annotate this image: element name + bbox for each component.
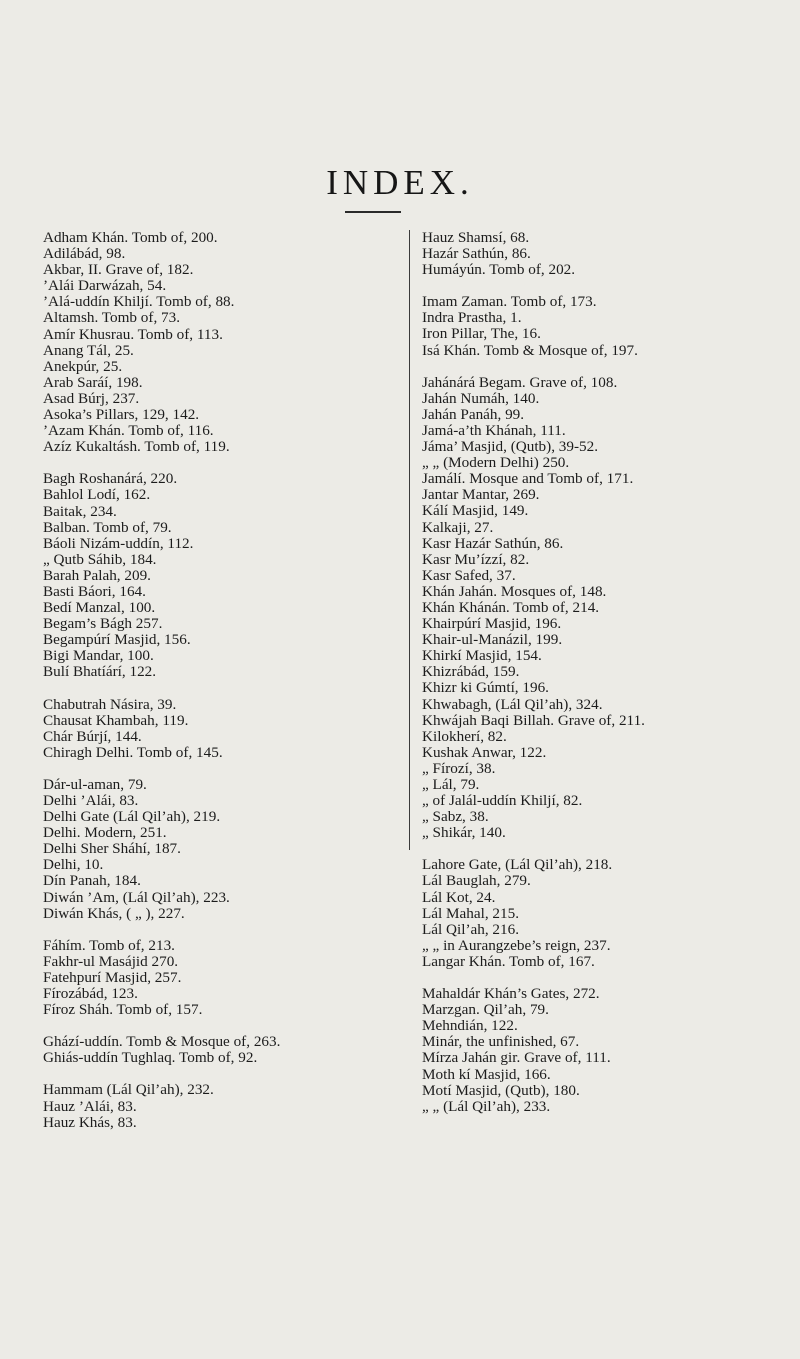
index-entry: Humáyún. Tomb of, 202.	[422, 261, 576, 279]
index-entry: Jamá-a’th Khánah, 111.	[422, 421, 566, 439]
index-entry: Chiragh Delhi. Tomb of, 145.	[43, 743, 223, 761]
index-entry: Fíroz Sháh. Tomb of, 157.	[43, 1001, 203, 1019]
index-entry: Hauz Shamsí, 68.	[422, 229, 530, 246]
index-entry: Baitak, 234.	[43, 502, 117, 520]
index-entry: „ Lál, 79.	[422, 776, 480, 793]
index-entry: Khwájah Baqi Billah. Grave of, 211.	[422, 711, 645, 729]
index-entry: Imam Zaman. Tomb of, 173.	[422, 293, 597, 311]
index-entry: Fakhr-ul Masájid 270.	[43, 952, 179, 970]
index-entry: Khizr ki Gúmtí, 196.	[422, 679, 549, 697]
index-group	[43, 697, 418, 761]
index-entry: Kilokherí, 82.	[422, 727, 507, 745]
index-entry: Fírozábád, 123.	[43, 985, 138, 1003]
index-entry: Bahlol Lodí, 162.	[43, 486, 151, 504]
index-group	[43, 471, 418, 680]
index-entry: Khair-ul-Manázil, 199.	[422, 631, 563, 649]
right-column	[422, 230, 797, 1131]
index-entry: Kalkaji, 27.	[422, 518, 494, 536]
left-column	[43, 230, 418, 1147]
index-entry: Jáma’ Masjid, (Qutb), 39-52.	[422, 438, 599, 456]
index-entry: ’Alá-uddín Khiljí. Tomb of, 88.	[43, 293, 235, 311]
index-entry: Delhi ’Alái, 83.	[43, 792, 139, 809]
index-entry: Mahaldár Khán’s Gates, 272.	[422, 985, 600, 1003]
index-entry: Anang Tál, 25.	[43, 341, 134, 359]
index-entry: Chár Búrjí, 144.	[43, 727, 142, 745]
index-entry: Marzgan. Qil’ah, 79.	[422, 1001, 549, 1019]
index-entry: Hazár Sathún, 86.	[422, 245, 531, 263]
index-group	[43, 777, 418, 922]
index-entry: „ Sabz, 38.	[422, 808, 489, 826]
index-entry: „ „ in Aurangzebe’s reign, 237.	[422, 936, 611, 954]
index-entry: Khizrábád, 159.	[422, 663, 520, 681]
index-entry: Khairpúrí Masjid, 196.	[422, 615, 562, 633]
index-entry: Asad Búrj, 237.	[43, 389, 140, 407]
index-entry: Chabutrah Násira, 39.	[43, 695, 177, 713]
index-entry: Khwabagh, (Lál Qil’ah), 324.	[422, 695, 603, 713]
index-entry: Barah Palah, 209.	[43, 566, 151, 584]
index-entry: Asoka’s Pillars, 129, 142.	[43, 406, 200, 424]
index-entry: ’Azam Khán. Tomb of, 116.	[43, 422, 214, 440]
index-entry: Lál Qil’ah, 216.	[422, 920, 520, 938]
index-entry: Isá Khán. Tomb & Mosque of, 197.	[422, 341, 638, 359]
index-entry: Bulí Bhatíárí, 122.	[43, 663, 157, 681]
index-entry: Akbar, II. Grave of, 182.	[43, 261, 194, 279]
index-entry: Adham Khán. Tomb of, 200.	[43, 229, 218, 246]
index-entry: Hauz ’Alái, 83.	[43, 1097, 137, 1115]
index-entry: Kushak Anwar, 122.	[422, 743, 547, 761]
index-entry: Fatehpurí Masjid, 257.	[43, 968, 182, 986]
index-entry: Khirkí Masjid, 154.	[422, 647, 542, 665]
index-entry: Bigi Mandar, 100.	[43, 647, 154, 665]
index-group	[43, 1082, 418, 1130]
index-group	[422, 230, 797, 278]
index-entry: Jahán Numáh, 140.	[422, 389, 540, 407]
index-entry: Delhi Sher Sháhí, 187.	[43, 840, 181, 858]
index-entry: „ „ (Modern Delhi) 250.	[422, 454, 570, 472]
index-entry: Delhi. Modern, 251.	[43, 824, 167, 842]
index-entry: Delhi, 10.	[43, 856, 104, 874]
index-entry: Dár-ul-aman, 79.	[43, 775, 147, 793]
index-entry: Fáhím. Tomb of, 213.	[43, 936, 175, 954]
index-entry: Lál Mahal, 215.	[422, 904, 520, 922]
index-group	[43, 230, 418, 455]
index-entry: Kasr Hazár Sathún, 86.	[422, 534, 564, 552]
index-entry: „ of Jalál-uddín Khiljí, 82.	[422, 792, 583, 810]
index-group	[422, 294, 797, 358]
index-entry: Diwán Khás, ( „ ), 227.	[43, 904, 185, 922]
index-group	[422, 857, 797, 970]
index-group	[422, 986, 797, 1115]
index-group	[422, 375, 797, 842]
index-entry: Anekpúr, 25.	[43, 357, 123, 375]
index-entry: Delhi Gate (Lál Qil’ah), 219.	[43, 808, 221, 826]
index-entry: „ Shikár, 140.	[422, 824, 506, 842]
index-group	[43, 1034, 418, 1066]
index-entry: Basti Báori, 164.	[43, 582, 146, 600]
index-entry: Ghiás-uddín Tughlaq. Tomb of, 92.	[43, 1049, 258, 1067]
index-entry: Indra Prastha, 1.	[422, 309, 522, 327]
index-entry: Jantar Mantar, 269.	[422, 486, 540, 504]
index-entry: „ Fírozí, 38.	[422, 759, 496, 777]
index-entry: Adilábád, 98.	[43, 245, 126, 263]
index-entry: Moth kí Masjid, 166.	[422, 1065, 551, 1083]
index-entry: Bedí Manzal, 100.	[43, 599, 156, 617]
index-entry: Bagh Roshanárá, 220.	[43, 470, 178, 488]
index-entry: Kasr Mu’ízzí, 82.	[422, 550, 530, 568]
index-entry: Hammam (Lál Qil’ah), 232.	[43, 1081, 214, 1099]
index-entry: Lál Kot, 24.	[422, 888, 496, 906]
index-entry: Báoli Nizám-uddín, 112.	[43, 534, 194, 552]
index-entry: Chausat Khambah, 119.	[43, 711, 189, 729]
index-entry: Lahore Gate, (Lál Qil’ah), 218.	[422, 856, 613, 874]
page-title: INDEX.	[326, 163, 474, 202]
index-entry: Kasr Safed, 37.	[422, 566, 516, 584]
index-entry: ’Alái Darwázah, 54.	[43, 277, 167, 295]
title-rule	[345, 211, 401, 213]
index-entry: Ghází-uddín. Tomb & Mosque of, 263.	[43, 1033, 281, 1051]
index-entry: „ Qutb Sáhib, 184.	[43, 550, 157, 568]
index-entry: „ „ (Lál Qil’ah), 233.	[422, 1097, 551, 1115]
index-entry: Lál Bauglah, 279.	[422, 872, 531, 890]
index-entry: Diwán ’Am, (Lál Qil’ah), 223.	[43, 888, 230, 906]
index-entry: Arab Saráí, 198.	[43, 373, 143, 391]
index-entry: Balban. Tomb of, 79.	[43, 518, 172, 536]
index-entry: Minár, the unfinished, 67.	[422, 1033, 580, 1051]
index-group	[43, 938, 418, 1018]
index-entry: Begampúrí Masjid, 156.	[43, 631, 191, 649]
index-entry: Jamálí. Mosque and Tomb of, 171.	[422, 470, 634, 488]
index-entry: Amír Khusrau. Tomb of, 113.	[43, 325, 223, 343]
index-entry: Altamsh. Tomb of, 73.	[43, 309, 181, 327]
index-entry: Jahánárá Begam. Grave of, 108.	[422, 373, 618, 391]
index-entry: Kálí Masjid, 149.	[422, 502, 529, 520]
index-entry: Begam’s Bágh 257.	[43, 615, 163, 633]
index-entry: Jahán Panáh, 99.	[422, 405, 525, 423]
index-entry: Langar Khán. Tomb of, 167.	[422, 952, 595, 970]
index-entry: Iron Pillar, The, 16.	[422, 325, 541, 343]
index-entry: Motí Masjid, (Qutb), 180.	[422, 1081, 580, 1099]
index-entry: Dín Panah, 184.	[43, 872, 141, 890]
index-entry: Mehndián, 122.	[422, 1017, 518, 1035]
index-entry: Hauz Khás, 83.	[43, 1113, 137, 1131]
index-entry: Azíz Kukaltásh. Tomb of, 119.	[43, 438, 230, 456]
index-entry: Mírza Jahán gir. Grave of, 111.	[422, 1049, 611, 1067]
index-entry: Khán Jahán. Mosques of, 148.	[422, 582, 607, 600]
index-entry: Khán Khánán. Tomb of, 214.	[422, 598, 600, 616]
